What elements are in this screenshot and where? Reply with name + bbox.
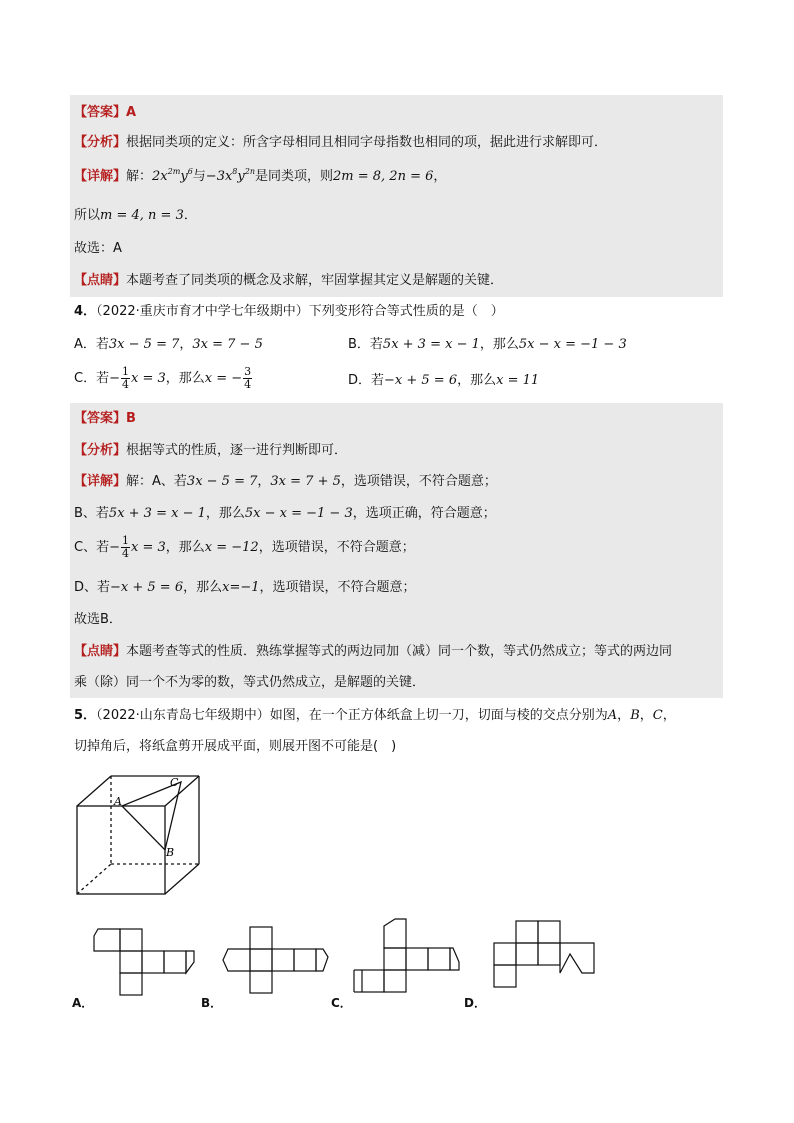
math-term: x = 3 [130,540,166,555]
cube-label-a: A [114,795,122,808]
question-stem: ， [662,708,676,723]
question-source: （2022·重庆市育才中学七年级期中） [96,304,309,319]
net-square [494,943,516,965]
fraction-numerator: 1 [121,365,129,378]
net-square [428,948,450,970]
detail-text: ，那么 [183,580,223,595]
math-exponent: 2m [167,167,181,176]
question-stem: 切掉角后，将纸盒剪开展成平面，则展开图不可能是( ) [74,739,397,754]
net-cut-square [384,919,406,948]
q3-choice-line [74,240,122,258]
net-square [142,951,164,973]
math-term: 3x = 7 − 5 [192,337,263,352]
comment-text: 本题考查了同类项的概念及求解，牢固掌握其定义是解题的关键． [126,273,504,288]
question-source: （2022·山东青岛七年级期中） [96,708,270,723]
cut-triangle [122,782,181,850]
net-square [494,965,516,987]
cube-edge [77,776,111,806]
math-term: 5x − x = −1 − 3 [518,337,627,352]
net-cut-square [94,929,120,951]
q4-option-a [74,336,263,354]
detail-text: ，选项错误，不符合题意； [259,580,416,595]
question-stem: 下列变形符合等式性质的是（ ） [308,304,504,319]
detail-text: ， [257,474,271,489]
detail-text: 解： [126,169,153,184]
detail-text: ． [183,208,197,223]
comment-tag: 【点睛】 [74,273,127,288]
math-exponent: 8 [232,167,238,176]
fraction-denominator: 4 [121,547,129,560]
net-square [120,973,142,995]
net-cut-square [450,948,459,970]
math-term: 2m = 8, 2n = 6 [333,169,434,184]
q3-solution-block [70,95,723,297]
q4-detail-a [74,473,497,491]
q4-detail-d [74,579,416,597]
math-term: x = 11 [496,373,540,388]
detail-tag: 【详解】 [74,474,127,489]
analysis-tag: 【分析】 [74,443,127,458]
net-square [272,949,294,971]
point-label: B [630,708,640,723]
net-square [384,970,406,992]
math-term: x=−1 [222,580,260,595]
question-stem: ， [639,708,653,723]
detail-text: 与 [192,169,206,184]
question-stem: 如图，在一个正方体纸盒上切一刀，切面与棱的交点分别为 [269,708,608,723]
analysis-text: 根据同类项的定义：所含字母相同且相同字母指数也相同的项，据此进行求解即可． [126,135,608,150]
detail-text: C、若 [74,540,110,555]
math-term [152,169,193,184]
detail-text: 所以 [74,208,101,223]
net-square [250,971,272,993]
net-cut-square [560,943,594,973]
net-square [294,949,316,971]
q4-stem [74,303,504,321]
detail-text: D、若 [74,580,111,595]
fraction [243,366,252,391]
math-term: x = − [204,371,243,386]
question-number: 4． [74,304,97,319]
net-label-c: C． [331,996,352,1010]
q4-analysis-line [74,442,347,460]
q4-choice-line [74,611,122,629]
comment-tag: 【点睛】 [74,644,127,659]
math-exponent: 2n [244,167,255,176]
cube-figure [70,772,210,900]
detail-tag: 【详解】 [74,169,127,184]
detail-text: ，选项错误，不符合题意； [258,540,415,555]
fraction [121,535,130,560]
answer-tag: 【答案】 [74,105,127,120]
answer-tag: 【答案】 [74,411,127,426]
detail-text: 解：A、若 [126,474,187,489]
analysis-text: 根据等式的性质，逐一进行判断即可． [126,443,348,458]
q5-stem-line1 [74,707,676,725]
q4-comment-line2 [74,674,425,692]
detail-text: ， [433,169,447,184]
q3-detail-line [74,168,446,186]
math-base: y [237,169,245,184]
net-cut-square [316,949,328,971]
q4-comment-line1 [74,643,672,661]
math-term: −x + 5 = 6 [384,373,458,388]
option-label: D．若 [348,373,385,388]
q3-comment-line [74,272,503,290]
q4-detail-b [74,505,496,523]
math-term: 5x − x = −1 − 3 [244,506,353,521]
option-text: ，那么 [457,373,497,388]
detail-text: ，选项错误，不符合题意； [340,474,497,489]
net-cut-square [186,951,194,973]
fraction-numerator: 1 [121,534,129,547]
net-option-c [350,916,462,1008]
point-label: A [607,708,618,723]
detail-text: ，那么 [205,506,245,521]
q4-detail-c [74,533,415,563]
q4-option-d [348,372,539,390]
cube-label-c: C [170,776,179,789]
detail-text: 是同类项，则 [255,169,334,184]
net-label-b: B． [201,996,223,1010]
math-base: y [180,169,188,184]
option-text: ，那么 [479,337,519,352]
net-option-d [486,918,602,1006]
comment-text: 乘（除）同一个不为零的数，等式仍然成立，是解题的关键． [74,675,426,690]
question-stem: ， [617,708,631,723]
answer-value: A [126,105,137,120]
math-base: 2x [152,169,168,184]
math-term: 5x + 3 = x − 1 [382,337,480,352]
analysis-tag: 【分析】 [74,135,127,150]
question-number: 5． [74,708,97,723]
detail-text: ，选项正确，符合题意； [352,506,496,521]
math-term: 3x − 5 = 7 [186,474,258,489]
q5-stem-line2 [74,738,396,756]
q4-answer-line [74,410,136,428]
cube-edge [165,864,199,894]
math-exponent: 6 [187,167,193,176]
option-label: A．若 [74,337,109,352]
option-label: B．若 [348,337,383,352]
math-term: x = −12 [204,540,259,555]
math-term: − [109,540,120,555]
net-option-a [92,926,202,1006]
net-square [538,943,560,965]
q4-option-b [348,336,627,354]
q3-analysis-line [74,134,607,152]
net-square [164,951,186,973]
math-base: −3x [205,169,233,184]
cube-hidden-edge [77,864,111,894]
cube-label-b: B [166,846,175,859]
q3-answer-line [74,104,136,122]
comment-text: 本题考查等式的性质．熟练掌握等式的两边同加（减）同一个数，等式仍然成立；等式的两边同 [126,644,673,659]
math-term: m = 4, n = 3 [100,208,184,223]
net-option-b [220,924,332,1008]
net-square [120,951,142,973]
math-term: x = 3 [130,371,166,386]
fraction-denominator: 4 [121,378,129,391]
choice-text: 故选：A [74,241,122,256]
math-term: 5x + 3 = x − 1 [108,506,206,521]
math-term: − [109,371,120,386]
choice-text: 故选B． [74,612,122,627]
net-square [384,948,406,970]
net-square [538,921,560,943]
fraction-numerator: 3 [244,365,252,378]
net-cut-square [223,949,250,971]
option-label: C．若 [74,371,110,386]
option-text: ，那么 [165,371,205,386]
math-term: 3x − 5 = 7 [108,337,180,352]
math-term [206,169,255,184]
option-text: ， [179,337,193,352]
math-term: 3x = 7 + 5 [270,474,341,489]
point-label: C [652,708,663,723]
net-label-d: D． [464,996,486,1010]
net-square [250,949,272,971]
fraction-denominator: 4 [244,378,252,391]
detail-text: ，那么 [165,540,205,555]
net-square [250,927,272,949]
q4-option-c [74,364,253,394]
answer-value: B [126,411,136,426]
net-square [120,929,142,951]
net-square [406,948,428,970]
math-term: −x + 5 = 6 [110,580,184,595]
detail-text: B、若 [74,506,109,521]
q3-so-line [74,207,197,225]
net-square [516,943,538,965]
cube-front-face [77,806,165,894]
net-label-a: A． [72,996,94,1010]
net-square [362,970,384,992]
fraction [121,366,130,391]
net-square [516,921,538,943]
